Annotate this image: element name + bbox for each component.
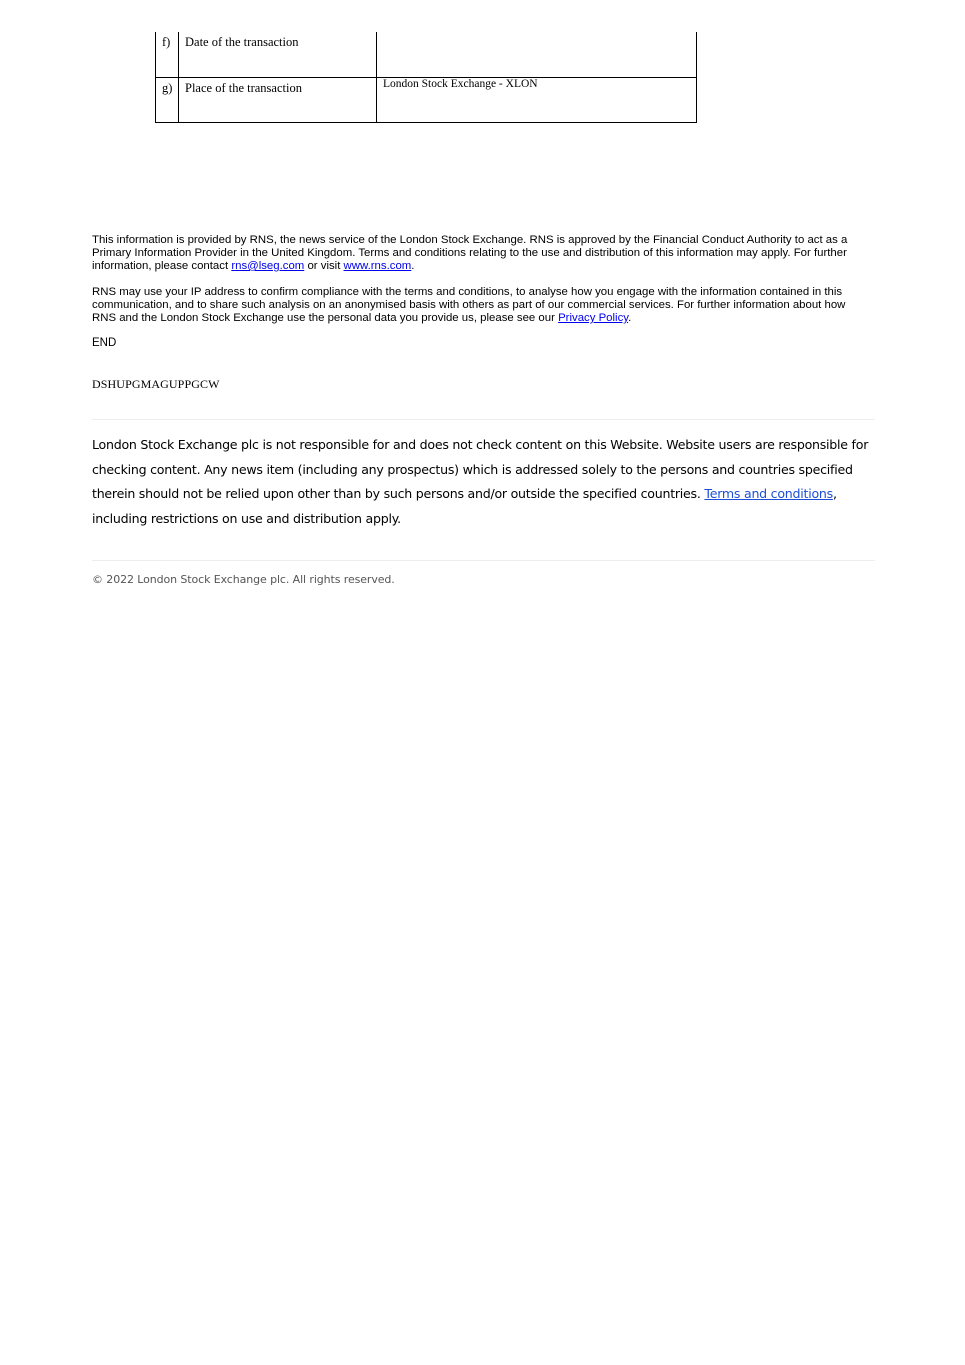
end-marker: END <box>92 337 117 349</box>
divider <box>92 560 875 561</box>
transaction-table <box>155 32 697 123</box>
row-index: f) <box>156 32 179 77</box>
row-index: g) <box>156 77 179 122</box>
rns-email-link[interactable]: rns@lseg.com <box>231 260 305 272</box>
table-row <box>156 77 697 122</box>
rns-ip-period: . <box>628 312 632 324</box>
disclaimer-text-after: , including restrictions on use and distribution apply. <box>92 486 837 526</box>
row-label: Date of the transaction <box>179 32 377 77</box>
rns-ip-paragraph <box>92 286 867 325</box>
disclaimer-text: London Stock Exchange plc is not responsible for and does not check content on this Website. Website users are responsible for checking content. Any news item (including any prospectus) which is addressed solely to the persons and countries specified therein should not be relied upon other than by such persons and/or outside the specified countries. <box>92 437 869 501</box>
privacy-policy-link[interactable]: Privacy Policy <box>558 312 629 324</box>
copyright-notice: © 2022 London Stock Exchange plc. All rights reserved. <box>92 573 395 586</box>
rns-website-link[interactable]: www.rns.com <box>343 260 412 272</box>
divider <box>92 419 875 420</box>
rns-info-period: . <box>411 260 415 272</box>
rns-info-text: This information is provided by RNS, the news service of the London Stock Exchange. RNS is approved by the Financial Conduct Authority to act as a Primary Information Provider in the United Kingdom. Terms and conditions relating to the use and distribution of this information may apply. For further information, please contact <box>92 234 848 272</box>
row-label: Place of the transaction <box>179 77 377 122</box>
terms-and-conditions-link[interactable]: Terms and conditions <box>704 486 833 501</box>
rns-or-visit-text: or visit <box>307 260 341 272</box>
rns-ip-text: RNS may use your IP address to confirm compliance with the terms and conditions, to analyse how you engage with the information contained in this communication, and to share such analysis on an anonymised basis with others as part of our commercial services. For further information about how RNS and the London Stock Exchange use the personal data you provide us, please see our <box>92 286 846 324</box>
table-row <box>156 32 697 77</box>
row-value: London Stock Exchange - XLON <box>377 77 697 122</box>
row-value <box>377 32 697 77</box>
rns-info-paragraph <box>92 234 867 273</box>
lse-disclaimer <box>92 433 872 531</box>
reference-code: DSHUPGMAGUPPGCW <box>92 377 220 391</box>
